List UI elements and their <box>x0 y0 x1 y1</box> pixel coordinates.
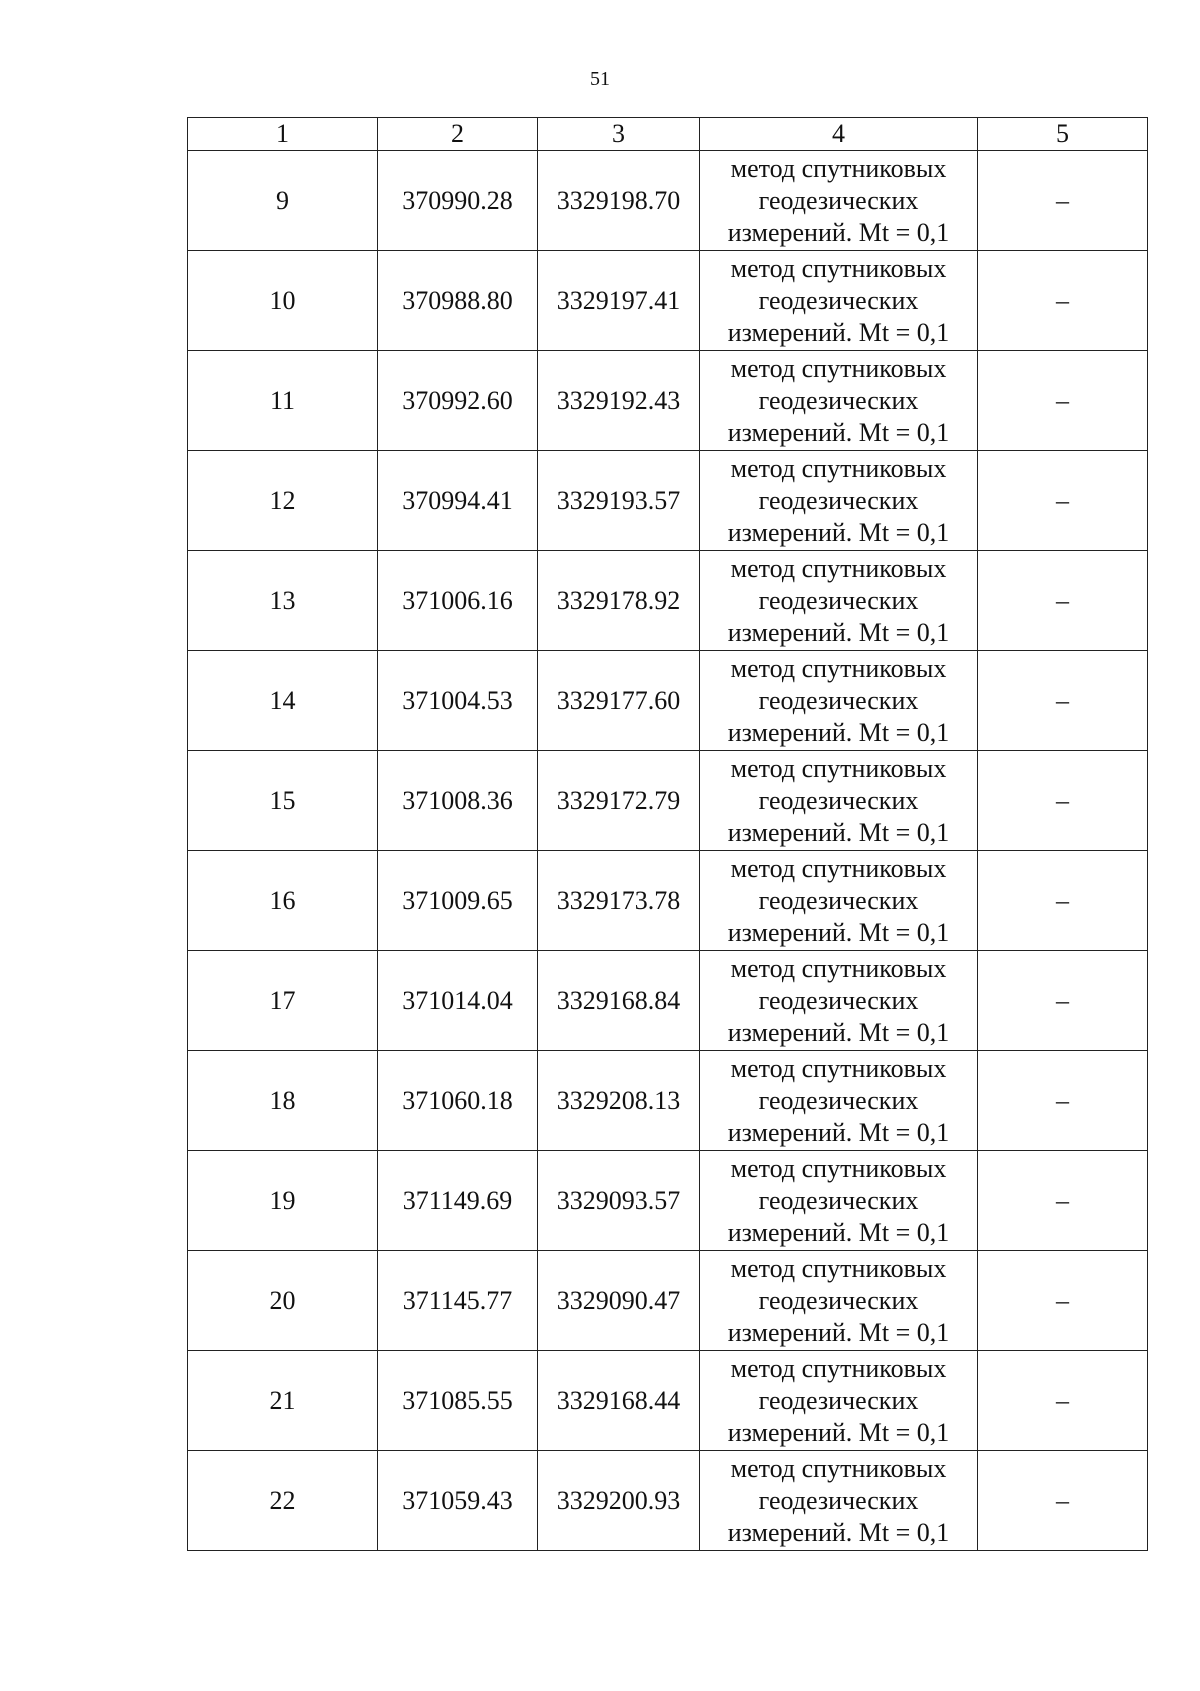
point-number-cell: 12 <box>188 451 378 551</box>
table-row <box>188 1251 1148 1351</box>
x-coordinate-cell: 371145.77 <box>378 1251 538 1351</box>
table-body <box>188 151 1148 1551</box>
method-cell: метод спутниковых геодезических измерений. Mt = 0,1 <box>700 1251 978 1351</box>
y-coordinate-cell: 3329197.41 <box>538 251 700 351</box>
y-coordinate-cell: 3329093.57 <box>538 1151 700 1251</box>
x-coordinate-cell: 370990.28 <box>378 151 538 251</box>
point-number-cell: 11 <box>188 351 378 451</box>
method-cell: метод спутниковых геодезических измерений. Mt = 0,1 <box>700 751 978 851</box>
note-cell: – <box>978 851 1148 951</box>
note-cell: – <box>978 1151 1148 1251</box>
x-coordinate-cell: 371059.43 <box>378 1451 538 1551</box>
table-row <box>188 651 1148 751</box>
note-cell: – <box>978 1051 1148 1151</box>
method-cell: метод спутниковых геодезических измерений. Mt = 0,1 <box>700 651 978 751</box>
column-header-1: 1 <box>188 118 378 151</box>
point-number-cell: 19 <box>188 1151 378 1251</box>
note-cell: – <box>978 1451 1148 1551</box>
x-coordinate-cell: 371006.16 <box>378 551 538 651</box>
column-header-3: 3 <box>538 118 700 151</box>
column-header-5: 5 <box>978 118 1148 151</box>
note-cell: – <box>978 151 1148 251</box>
method-cell: метод спутниковых геодезических измерений. Mt = 0,1 <box>700 1351 978 1451</box>
x-coordinate-cell: 370992.60 <box>378 351 538 451</box>
header-row <box>188 118 1148 151</box>
method-cell: метод спутниковых геодезических измерений. Mt = 0,1 <box>700 551 978 651</box>
table-row <box>188 251 1148 351</box>
method-cell: метод спутниковых геодезических измерений. Mt = 0,1 <box>700 451 978 551</box>
method-cell: метод спутниковых геодезических измерений. Mt = 0,1 <box>700 151 978 251</box>
table-row <box>188 551 1148 651</box>
table-row <box>188 851 1148 951</box>
method-cell: метод спутниковых геодезических измерений. Mt = 0,1 <box>700 951 978 1051</box>
column-header-4: 4 <box>700 118 978 151</box>
x-coordinate-cell: 371004.53 <box>378 651 538 751</box>
table-row <box>188 951 1148 1051</box>
point-number-cell: 16 <box>188 851 378 951</box>
x-coordinate-cell: 371009.65 <box>378 851 538 951</box>
y-coordinate-cell: 3329173.78 <box>538 851 700 951</box>
method-cell: метод спутниковых геодезических измерений. Mt = 0,1 <box>700 1051 978 1151</box>
point-number-cell: 9 <box>188 151 378 251</box>
x-coordinate-cell: 370988.80 <box>378 251 538 351</box>
point-number-cell: 21 <box>188 1351 378 1451</box>
table-row <box>188 351 1148 451</box>
y-coordinate-cell: 3329177.60 <box>538 651 700 751</box>
table-row <box>188 151 1148 251</box>
note-cell: – <box>978 351 1148 451</box>
y-coordinate-cell: 3329192.43 <box>538 351 700 451</box>
y-coordinate-cell: 3329168.84 <box>538 951 700 1051</box>
point-number-cell: 18 <box>188 1051 378 1151</box>
y-coordinate-cell: 3329208.13 <box>538 1051 700 1151</box>
point-number-cell: 15 <box>188 751 378 851</box>
table-row <box>188 751 1148 851</box>
y-coordinate-cell: 3329172.79 <box>538 751 700 851</box>
table-row <box>188 451 1148 551</box>
page-number: 51 <box>590 68 610 90</box>
x-coordinate-cell: 371014.04 <box>378 951 538 1051</box>
table-row <box>188 1051 1148 1151</box>
method-cell: метод спутниковых геодезических измерений. Mt = 0,1 <box>700 1451 978 1551</box>
method-cell: метод спутниковых геодезических измерений. Mt = 0,1 <box>700 851 978 951</box>
point-number-cell: 20 <box>188 1251 378 1351</box>
note-cell: – <box>978 251 1148 351</box>
y-coordinate-cell: 3329200.93 <box>538 1451 700 1551</box>
y-coordinate-cell: 3329090.47 <box>538 1251 700 1351</box>
note-cell: – <box>978 951 1148 1051</box>
method-cell: метод спутниковых геодезических измерений. Mt = 0,1 <box>700 1151 978 1251</box>
y-coordinate-cell: 3329178.92 <box>538 551 700 651</box>
point-number-cell: 22 <box>188 1451 378 1551</box>
point-number-cell: 10 <box>188 251 378 351</box>
x-coordinate-cell: 371085.55 <box>378 1351 538 1451</box>
table-header <box>188 118 1148 151</box>
point-number-cell: 14 <box>188 651 378 751</box>
x-coordinate-cell: 371008.36 <box>378 751 538 851</box>
table-row <box>188 1351 1148 1451</box>
point-number-cell: 13 <box>188 551 378 651</box>
table-row <box>188 1151 1148 1251</box>
coordinates-table <box>187 117 1148 1551</box>
note-cell: – <box>978 1351 1148 1451</box>
table-row <box>188 1451 1148 1551</box>
y-coordinate-cell: 3329168.44 <box>538 1351 700 1451</box>
point-number-cell: 17 <box>188 951 378 1051</box>
note-cell: – <box>978 451 1148 551</box>
y-coordinate-cell: 3329198.70 <box>538 151 700 251</box>
method-cell: метод спутниковых геодезических измерений. Mt = 0,1 <box>700 351 978 451</box>
x-coordinate-cell: 371149.69 <box>378 1151 538 1251</box>
method-cell: метод спутниковых геодезических измерений. Mt = 0,1 <box>700 251 978 351</box>
x-coordinate-cell: 371060.18 <box>378 1051 538 1151</box>
note-cell: – <box>978 1251 1148 1351</box>
note-cell: – <box>978 651 1148 751</box>
note-cell: – <box>978 551 1148 651</box>
y-coordinate-cell: 3329193.57 <box>538 451 700 551</box>
column-header-2: 2 <box>378 118 538 151</box>
note-cell: – <box>978 751 1148 851</box>
x-coordinate-cell: 370994.41 <box>378 451 538 551</box>
